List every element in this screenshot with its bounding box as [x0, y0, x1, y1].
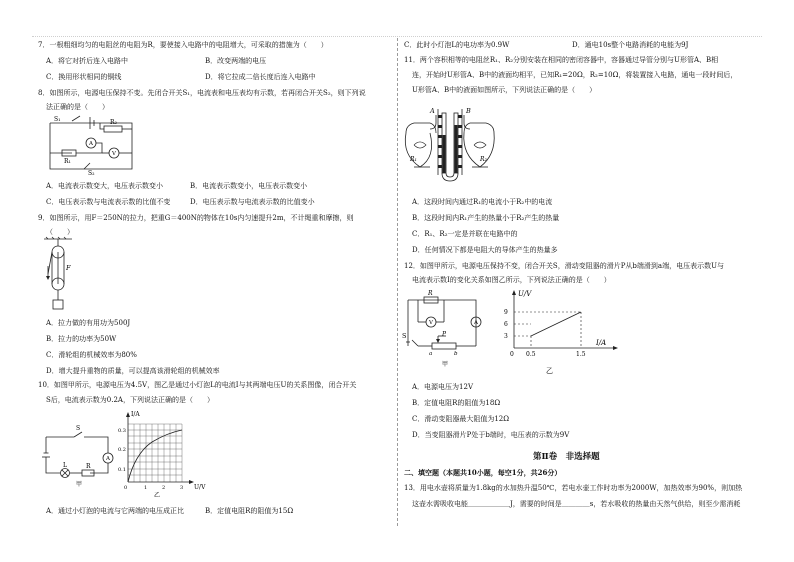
q12-option-b: B．定值电阻R的阻值为18Ω: [412, 399, 501, 407]
q7-option-b: B．改变两端的电压: [205, 57, 267, 65]
q8-option-d: D．电压表示数与电流表示数的比值变小: [190, 198, 315, 206]
q9-option-b: B．拉力的功率为50W: [46, 335, 117, 343]
q12-graph-xlabel: I/A: [596, 339, 607, 347]
q10-xtick-0: 0: [124, 485, 128, 491]
q11-apparatus-diagram: [400, 105, 500, 185]
q12-label-b-end: b: [454, 351, 458, 357]
q8-option-b: B．电流表示数变小，电压表示数变小: [190, 182, 308, 190]
q10-caption-yi: 乙: [154, 492, 161, 499]
q8-voltmeter-v: V: [112, 151, 116, 157]
q13-line2: 这壶水需吸收电能＿＿＿＿＿＿J，需要的时间是＿＿＿＿s，若水吸收的热量由天然气供给，则至少需消耗: [412, 500, 741, 508]
column-divider: [397, 38, 398, 526]
q12-circuit-diagram: [402, 286, 490, 368]
q11-option-b: B．这段时间内R₁产生的热量小于R₂产生的热量: [412, 214, 560, 222]
q12-stem-line1: 12．如图甲所示，电源电压保持不变，闭合开关S，滑动变阻器的滑片P从b端滑到a端，电压表示数U与: [404, 262, 724, 270]
q12-ammeter-a: A: [474, 320, 478, 326]
q11-label-b: B: [466, 107, 471, 115]
q10-caption-jia: 甲: [76, 481, 83, 488]
q12-graph-ylabel: U/V: [518, 290, 532, 298]
q12-stem-line2: 电流表示数I的变化关系如图乙所示，下列说法正确的是（ ）: [412, 276, 611, 284]
q10-option-a: A．通过小灯泡的电流与它两端的电压成正比: [46, 507, 185, 515]
q11-label-r1: R₁: [410, 156, 417, 163]
q11-label-r2: R₂: [480, 156, 487, 163]
q12-ytick-9: 9: [504, 309, 508, 316]
q10-xtick-3: 3: [180, 485, 184, 491]
q12-option-d: D．当变阻器滑片P处于b端时，电压表的示数为9V: [412, 431, 570, 439]
q10-option-c: C．此时小灯泡L的电功率为0.9W: [404, 41, 510, 49]
q10-circuit-diagram: [40, 425, 130, 487]
q12-caption-yi: 乙: [546, 367, 553, 375]
q12-label-p: P: [442, 331, 447, 338]
q12-label-s: S: [402, 332, 407, 340]
q12-label-a-end: a: [429, 351, 433, 357]
q11-stem-line3: U形管A、B中的液面如图所示，下列说法正确的是（ ）: [412, 86, 597, 94]
q12-option-c: C．滑动变阻器最大阻值为12Ω: [412, 415, 510, 423]
q12-xtick-0: 0: [510, 351, 514, 358]
q9-option-a: A．拉力做的有用功为500J: [46, 319, 131, 327]
q7-option-d: D．将它拉成二倍长度后连入电路中: [205, 73, 316, 81]
q10-label-s: S: [76, 425, 81, 432]
q10-option-d: D．通电10s整个电路消耗的电能为9J: [572, 41, 689, 49]
q12-caption-jia: 甲: [442, 361, 449, 368]
q10-graph-ylabel: I/A: [131, 411, 140, 418]
q8-label-s2: S₂: [88, 170, 95, 177]
q7-option-a: A．将它对折后连入电路中: [46, 57, 129, 65]
q12-xtick-05: 0.5: [526, 351, 536, 358]
q10-iu-graph: [118, 410, 218, 498]
q11-option-d: D．任何情况下都是电阻大的导体产生的热量多: [412, 246, 558, 254]
q9-pulley-diagram: [42, 236, 82, 314]
header-dotted-rule: [32, 36, 762, 37]
q12-voltmeter-v: V: [429, 320, 433, 326]
q12-ytick-6: 6: [504, 321, 508, 328]
q9-label-f: F: [66, 264, 71, 272]
q9-stem-line1: 9．如图所示，用F＝250N的拉力，把重G＝400N的物体在10s内匀速提升2m，不计绳重和摩擦，则: [38, 214, 354, 222]
part-two-title: 第Ⅱ卷 非选择题: [533, 452, 600, 462]
section-two-heading: 二、填空题（本题共10小题，每空1分，共26分）: [404, 468, 562, 477]
q9-stem-line2: （ ）: [46, 228, 74, 236]
q10-ammeter-a: A: [106, 456, 110, 462]
q8-stem-line1: 8．如图所示，电源电压保持不变。先闭合开关S₁，电流表和电压表均有示数，若再闭合开关S₂，则下列说: [38, 89, 366, 97]
q10-stem-line1: 10．如图甲所示，电源电压为4.5V，图乙是通过小灯泡L的电流I与其两端电压U的关系图像，闭合开关: [38, 381, 357, 389]
q8-option-a: A．电流表示数变大，电压表示数变小: [46, 182, 164, 190]
q7-option-c: C．换用形状相同的铜线: [46, 73, 122, 81]
q8-option-c: C．电压表示数与电流表示数的比值不变: [46, 198, 171, 206]
q12-label-r: R: [428, 290, 433, 297]
q10-stem-line2: S后，电流表示数为0.2A，下列说法正确的是（ ）: [46, 396, 214, 404]
q11-option-c: C．R₁、R₂一定是并联在电路中的: [412, 230, 518, 238]
q8-ammeter-a: A: [89, 141, 93, 147]
q12-ui-graph: [498, 288, 626, 378]
q11-stem-line2: 连，开始时U形管A、B中的液面均相平，已知R₁=20Ω，R₂=10Ω，将装置接入电路，通电一段时间后，: [412, 71, 738, 79]
q12-option-a: A．电源电压为12V: [412, 383, 474, 391]
q8-label-r2: R₂: [110, 119, 117, 126]
q7-stem: 7．一根粗细均匀的电阻丝的电阻为R，要使接入电路中的电阻增大，可采取的措施为（ ）: [38, 41, 328, 49]
q10-ytick-01: 0.1: [118, 467, 126, 473]
q10-xtick-1: 1: [144, 485, 148, 491]
q11-label-a: A: [430, 107, 435, 115]
q10-ytick-03: 0.3: [118, 428, 126, 434]
q10-xtick-2: 2: [162, 485, 166, 491]
q11-stem-line1: 11．两个容积相等的电阻丝R₁、R₂分别安装在相同的密闭容器中，容器通过导管分别与U形管A、B相: [404, 56, 719, 64]
q9-option-c: C．滑轮组的机械效率为80%: [46, 351, 137, 359]
q12-ytick-3: 3: [504, 333, 508, 340]
q12-xtick-15: 1.5: [576, 351, 586, 358]
q11-option-a: A．这段时间内通过R₁的电流小于R₂中的电流: [412, 198, 553, 206]
q10-option-b: B．定值电阻R的阻值为15Ω: [205, 507, 294, 515]
q10-label-l: L: [63, 462, 67, 469]
q8-stem-line2: 法正确的是（ ）: [46, 103, 109, 111]
q10-ytick-02: 0.2: [118, 447, 126, 453]
q10-label-r: R: [86, 463, 91, 470]
q10-graph-xlabel: U/V: [194, 484, 206, 491]
q9-option-d: D．增大提升重物的质量，可以提高该滑轮组的机械效率: [46, 367, 220, 375]
q13-line1: 13．用电水壶将质量为1.8kg的水加热升温50℃，若电水壶工作时功率为2000W，加热效率为90%，则加热: [404, 484, 743, 492]
q8-label-s1: S₁: [54, 116, 61, 123]
q8-label-r1: R₁: [64, 158, 71, 165]
q8-circuit-diagram: [44, 113, 139, 175]
